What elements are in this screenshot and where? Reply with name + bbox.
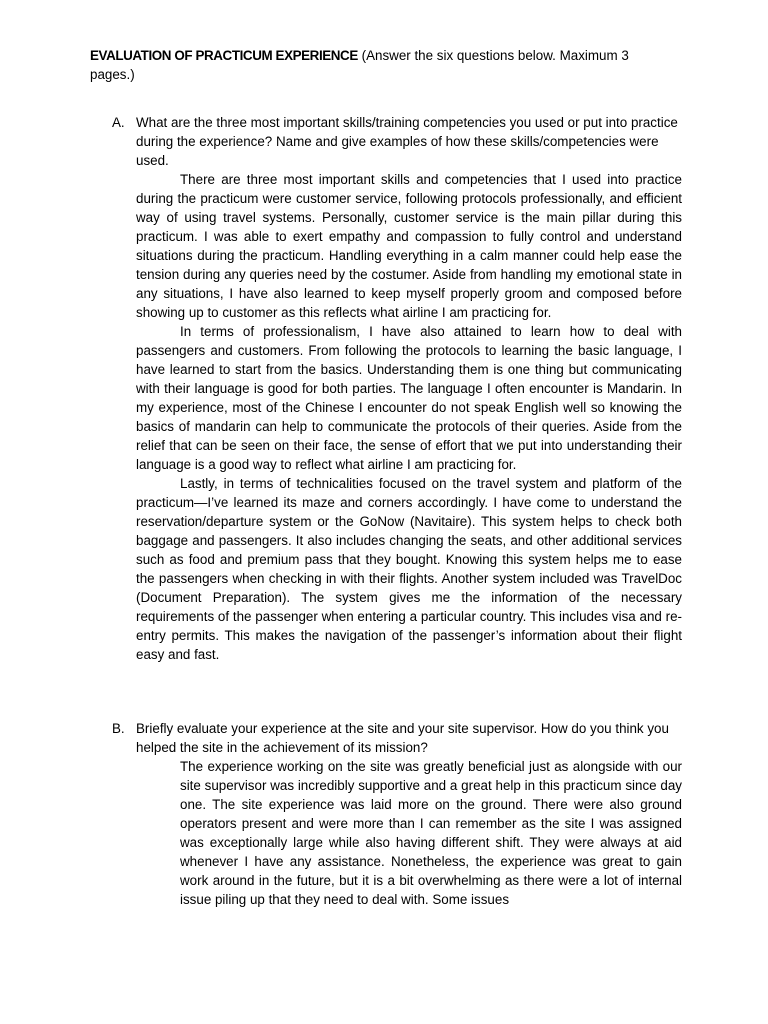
section-marker: A.: [112, 115, 125, 130]
answer-paragraph: The experience working on the site was greatly beneficial just as alongside with our site supervisor was incredibly supportive and a great help in this practicum since day one. The site experience was laid more on the ground. There were also ground operators present and were more than I can remember as the site I was assigned was exceptionally large while also having different shift. They were always at aid whenever I have any assistance. Nonetheless, the experience was great to gain work around in the future, but it is a bit overwhelming as there were a lot of internal issue piling up that they need to deal with. Some issues: [180, 759, 682, 907]
answer-paragraph: There are three most important skills and competencies that I used into practice during the practicum were customer service, following protocols professionally, and efficient way of using travel systems. Personally, customer service is the main pillar during this practicum. I was able to exert empathy and compassion to fully control and understand situations during the practicum. Handling everything in a calm manner could help ease the tension during any queries need by the costumer. Aside from handling my emotional state in any situations, I have also learned to keep myself properly groom and composed before showing up to customer as this reflects what airline I am practicing for.: [136, 172, 682, 320]
question-text: Briefly evaluate your experience at the site and your site supervisor. How do you think you helped the site in the achievement of its mission?: [136, 721, 669, 755]
answer-paragraph: In terms of professionalism, I have also attained to learn how to deal with passengers and customers. From following the protocols to learning the basic language, I have learned to start from the basics. Understanding them is one thing but communicating with their language is good for both parties. The language I often encounter is Mandarin. In my experience, most of the Chinese I encounter do not speak English well so knowing the basics of mandarin can help to communicate the protocols of their queries. Aside from the relief that can be seen on their face, the sense of effort that we put into understanding their language is a good way to reflect what airline I am practicing for.: [136, 324, 682, 472]
document-title: EVALUATION OF PRACTICUM EXPERIENCE: [90, 48, 358, 63]
document-instructions: (Answer the six questions below. Maximum 3 pages.): [90, 48, 629, 82]
question-section-b: [112, 719, 682, 909]
question-text: What are the three most important skills/training competencies you used or put into practice during the experience? Name and give examples of how these skills/competencies were used.: [136, 115, 678, 168]
answer-block: [136, 170, 682, 664]
section-marker: B.: [112, 721, 125, 736]
question-section-a: [112, 113, 682, 664]
answer-block: [180, 757, 682, 909]
answer-paragraph: Lastly, in terms of technicalities focused on the travel system and platform of the practicum—I’ve learned its maze and corners accordingly. I have come to understand the reservation/departure system or the GoNow (Navitaire). This system helps to check both baggage and passengers. It also includes changing the seats, and other additional services such as food and premium pass that they bought. Knowing this system helps me to ease the passengers when checking in with their flights. Another system included was TravelDoc (Document Preparation). The system gives me the information of the necessary requirements of the passenger when entering a particular country. This includes visa and re-entry permits. This makes the navigation of the passenger’s information about their flight easy and fast.: [136, 476, 682, 662]
document-header: [90, 46, 650, 84]
